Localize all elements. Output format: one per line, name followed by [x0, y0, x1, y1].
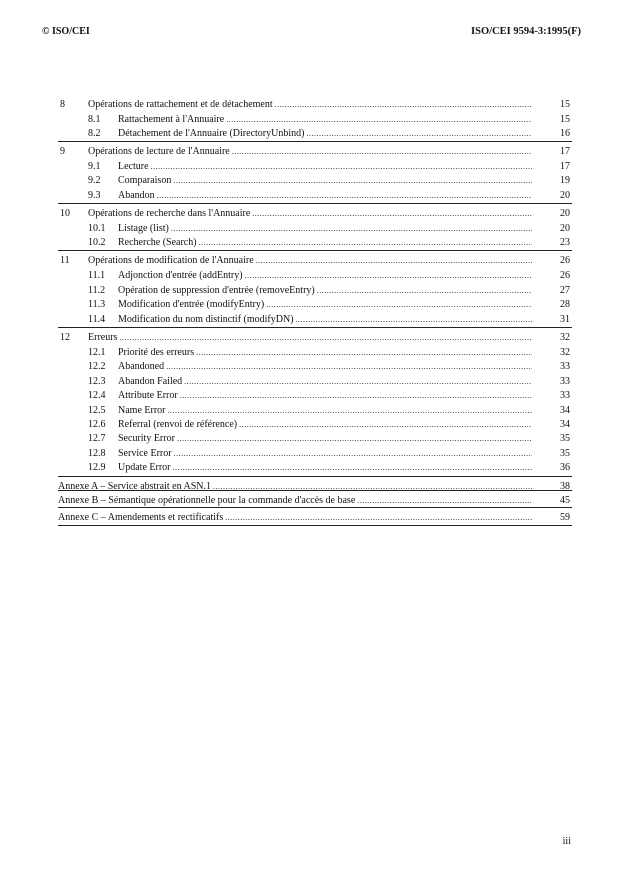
toc-entry-number: 12.3 [88, 376, 106, 387]
dot-leader [225, 511, 532, 525]
dot-leader [239, 418, 532, 432]
toc-entry-title: Opérations de recherche dans l'Annuaire [88, 208, 251, 219]
toc-entry-title: Opération de suppression d'entrée (removeEntry) [118, 285, 315, 296]
toc-entry-number: 12.1 [88, 347, 106, 358]
section-divider [58, 476, 572, 477]
toc-entry[interactable] [58, 127, 570, 141]
dot-leader [232, 145, 532, 159]
toc-entry[interactable] [58, 375, 570, 389]
toc-entry-number: 11.2 [88, 285, 106, 296]
toc-entry-page: 36 [560, 462, 570, 473]
dot-leader [306, 127, 532, 141]
toc-entry-title: Opérations de modification de l'Annuaire [88, 255, 254, 266]
section-divider [58, 250, 572, 251]
toc-entry[interactable] [58, 207, 570, 221]
dot-leader [177, 432, 532, 446]
toc-entry[interactable] [58, 254, 570, 268]
toc-entry-page: 26 [560, 255, 570, 266]
toc-entry[interactable] [58, 360, 570, 374]
toc-entry-number: 12.4 [88, 390, 106, 401]
toc-entry-page: 34 [560, 419, 570, 430]
toc-entry-title: Détachement de l'Annuaire (DirectoryUnbind) [118, 128, 305, 139]
toc-entry-page: 33 [560, 376, 570, 387]
toc-entry-page: 20 [560, 190, 570, 201]
toc-entry-page: 31 [560, 314, 570, 325]
toc-entry[interactable] [58, 189, 570, 203]
toc-entry-number: 11 [60, 255, 70, 266]
toc-entry-page: 38 [560, 481, 570, 492]
toc-entry-title: Abandoned [118, 361, 165, 372]
toc-entry[interactable] [58, 113, 570, 127]
toc-entry-page: 15 [560, 114, 570, 125]
section-divider [58, 203, 572, 204]
toc-entry[interactable] [58, 236, 570, 250]
toc-entry-number: 10.1 [88, 223, 106, 234]
dot-leader [119, 331, 532, 345]
toc-entry[interactable] [58, 404, 570, 418]
toc-entry-number: 12.2 [88, 361, 106, 372]
toc-entry[interactable] [58, 160, 570, 174]
dot-leader [213, 480, 532, 494]
toc-entry-title: Annexe A – Service abstrait en ASN.1 [58, 481, 212, 492]
toc-entry-title: Annexe C – Amendements et rectificatifs [58, 512, 224, 523]
dot-leader [184, 375, 532, 389]
toc-entry-page: 15 [560, 99, 570, 110]
toc-entry[interactable] [58, 269, 570, 283]
dot-leader [266, 298, 532, 312]
header-standard-id: ISO/CEI 9594-3:1995(F) [471, 26, 581, 37]
toc-entry-page: 33 [560, 361, 570, 372]
toc-entry-number: 12.6 [88, 419, 106, 430]
toc-entry-title: Priorité des erreurs [118, 347, 195, 358]
toc-entry[interactable] [58, 432, 570, 446]
toc-entry-number: 12 [60, 332, 70, 343]
dot-leader [157, 189, 532, 203]
toc-entry[interactable] [58, 418, 570, 432]
toc-entry-number: 12.7 [88, 433, 106, 444]
toc-entry-title: Adjonction d'entrée (addEntry) [118, 270, 243, 281]
toc-entry-page: 20 [560, 223, 570, 234]
toc-entry-page: 19 [560, 175, 570, 186]
dot-leader [256, 254, 532, 268]
toc-entry-page: 35 [560, 448, 570, 459]
dot-leader [172, 461, 532, 475]
dot-leader [357, 494, 532, 508]
toc-entry-number: 9 [60, 146, 65, 157]
dot-leader [252, 207, 532, 221]
toc-entry-title: Modification d'entrée (modifyEntry) [118, 299, 265, 310]
toc-entry-title: Erreurs [88, 332, 118, 343]
toc-entry-title: Annexe B – Sémantique opérationnelle pour la commande d'accès de base [58, 495, 356, 506]
toc-entry-title: Security Error [118, 433, 175, 444]
toc-entry-title: Attribute Error [118, 390, 178, 401]
toc-entry[interactable] [58, 494, 570, 508]
toc-entry[interactable] [58, 511, 570, 525]
dot-leader [275, 98, 532, 112]
toc-entry-number: 8.2 [88, 128, 101, 139]
toc-entry-title: Comparaison [118, 175, 172, 186]
header-copyright: © ISO/CEI [42, 26, 90, 37]
dot-leader [174, 447, 532, 461]
toc-entry-number: 12.5 [88, 405, 106, 416]
toc-entry[interactable] [58, 447, 570, 461]
toc-entry-number: 9.2 [88, 175, 101, 186]
toc-entry-page: 17 [560, 146, 570, 157]
dot-leader [296, 313, 532, 327]
toc-entry-title: Opérations de lecture de l'Annuaire [88, 146, 230, 157]
toc-entry-number: 11.3 [88, 299, 106, 310]
dot-leader [166, 360, 532, 374]
toc-entry-title: Rattachement à l'Annuaire [118, 114, 225, 125]
dot-leader [317, 284, 532, 298]
toc-entry[interactable] [58, 389, 570, 403]
dot-leader [167, 404, 532, 418]
toc-entry-number: 9.3 [88, 190, 101, 201]
dot-leader [245, 269, 532, 283]
toc-entry-page: 28 [560, 299, 570, 310]
toc-entry-page: 27 [560, 285, 570, 296]
toc-entry-page: 34 [560, 405, 570, 416]
toc-entry-number: 10.2 [88, 237, 106, 248]
dot-leader [226, 113, 532, 127]
dot-leader [171, 222, 532, 236]
toc-entry[interactable] [58, 346, 570, 360]
section-divider [58, 525, 572, 526]
toc-entry-title: Modification du nom distinctif (modifyDN) [118, 314, 294, 325]
toc-entry-page: 16 [560, 128, 570, 139]
toc-entry-number: 10 [60, 208, 70, 219]
toc-entry-page: 32 [560, 347, 570, 358]
dot-leader [180, 389, 532, 403]
dot-leader [151, 160, 532, 174]
toc-entry[interactable] [58, 98, 570, 112]
toc-entry-number: 12.8 [88, 448, 106, 459]
toc-entry-title: Referral (renvoi de référence) [118, 419, 238, 430]
section-divider [58, 327, 572, 328]
toc-entry[interactable] [58, 331, 570, 345]
toc-entry-title: Abandon Failed [118, 376, 183, 387]
toc-entry-number: 11.1 [88, 270, 106, 281]
toc-entry[interactable] [58, 461, 570, 475]
toc-entry-number: 9.1 [88, 161, 101, 172]
toc-entry[interactable] [58, 298, 570, 312]
toc-entry-number: 11.4 [88, 314, 106, 325]
toc-entry-title: Listage (list) [118, 223, 169, 234]
toc-entry-title: Recherche (Search) [118, 237, 197, 248]
toc-entry-page: 33 [560, 390, 570, 401]
toc-entry-title: Update Error [118, 462, 171, 473]
dot-leader [196, 346, 532, 360]
toc-entry-number: 12.9 [88, 462, 106, 473]
toc-entry-title: Opérations de rattachement et de détachement [88, 99, 273, 110]
toc-entry[interactable] [58, 222, 570, 236]
toc-entry-title: Service Error [118, 448, 172, 459]
toc-entry[interactable] [58, 174, 570, 188]
toc-entry-page: 17 [560, 161, 570, 172]
toc-entry-number: 8.1 [88, 114, 101, 125]
toc-entry-number: 8 [60, 99, 65, 110]
section-divider [58, 141, 572, 142]
toc-entry-page: 35 [560, 433, 570, 444]
toc-entry-title: Abandon [118, 190, 155, 201]
toc-entry[interactable] [58, 284, 570, 298]
toc-entry[interactable] [58, 480, 570, 494]
toc-entry-page: 32 [560, 332, 570, 343]
dot-leader [199, 236, 532, 250]
toc-entry-page: 26 [560, 270, 570, 281]
toc-entry-page: 20 [560, 208, 570, 219]
toc-entry-page: 23 [560, 237, 570, 248]
toc-entry-title: Name Error [118, 405, 166, 416]
dot-leader [173, 174, 532, 188]
toc-entry-page: 45 [560, 495, 570, 506]
toc-entry-page: 59 [560, 512, 570, 523]
page-number: iii [562, 836, 571, 847]
toc-entry-title: Lecture [118, 161, 149, 172]
toc-entry[interactable] [58, 313, 570, 327]
toc-entry[interactable] [58, 145, 570, 159]
